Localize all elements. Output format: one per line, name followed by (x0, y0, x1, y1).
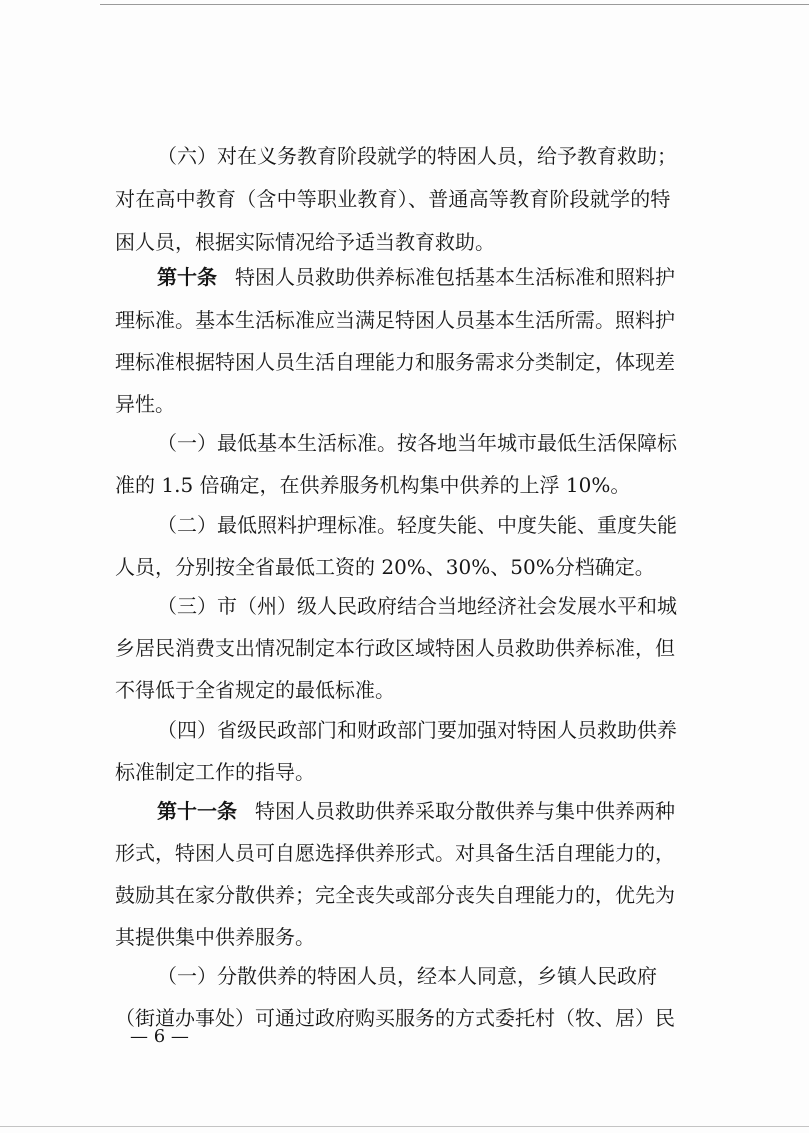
paragraph-line: （一）最低基本生活标准。按各地当年城市最低生活保障标 (157, 431, 677, 455)
paragraph-line: 不得低于全省规定的最低标准。 (115, 678, 395, 702)
article-11-first-line (157, 797, 737, 825)
paragraph-line: 异性。 (115, 392, 175, 416)
paragraph-line: 形式，特困人员可自愿选择供养形式。对具备生活自理能力的， (115, 841, 675, 865)
article-11-title: 第十一条 (157, 799, 237, 823)
article-11-text: 特困人员救助供养采取分散供养与集中供养两种 (255, 799, 675, 823)
paragraph-line: 理标准根据特困人员生活自理能力和服务需求分类制定，体现差 (115, 350, 675, 374)
page-number: — 6 — (130, 1026, 189, 1047)
article-10-first-line (157, 263, 737, 291)
paragraph-line: 其提供集中供养服务。 (115, 925, 315, 949)
paragraph-line: （二）最低照料护理标准。轻度失能、中度失能、重度失能 (157, 513, 677, 537)
paragraph-line: （一）分散供养的特困人员，经本人同意，乡镇人民政府 (157, 964, 657, 988)
article-10-text: 特困人员救助供养标准包括基本生活标准和照料护 (235, 265, 675, 289)
paragraph-line: （六）对在义务教育阶段就学的特困人员，给予教育救助； (157, 144, 677, 168)
paragraph-line: （街道办事处）可通过政府购买服务的方式委托村（牧、居）民 (115, 1006, 675, 1030)
page-bottom-edge (0, 1126, 809, 1127)
paragraph-line: 理标准。基本生活标准应当满足特困人员基本生活所需。照料护 (115, 308, 675, 332)
paragraph-line: 准的 1.5 倍确定，在供养服务机构集中供养的上浮 10%。 (115, 473, 631, 497)
paragraph-line: 人员，分别按全省最低工资的 20%、30%、50%分档确定。 (115, 555, 655, 579)
article-10-title: 第十条 (157, 265, 217, 289)
paragraph-line: （三）市（州）级人民政府结合当地经济社会发展水平和城 (157, 594, 677, 618)
paragraph-line: 鼓励其在家分散供养；完全丧失或部分丧失自理能力的，优先为 (115, 883, 675, 907)
paragraph-line: （四）省级民政部门和财政部门要加强对特困人员救助供养 (157, 718, 677, 742)
paragraph-line: 标准制定工作的指导。 (115, 760, 315, 784)
paragraph-line: 乡居民消费支出情况制定本行政区域特困人员救助供养标准，但 (115, 636, 675, 660)
page-top-edge (100, 4, 809, 5)
paragraph-line: 对在高中教育（含中等职业教育）、普通高等教育阶段就学的特 (115, 187, 671, 211)
paragraph-line: 困人员，根据实际情况给予适当教育救助。 (115, 230, 495, 254)
